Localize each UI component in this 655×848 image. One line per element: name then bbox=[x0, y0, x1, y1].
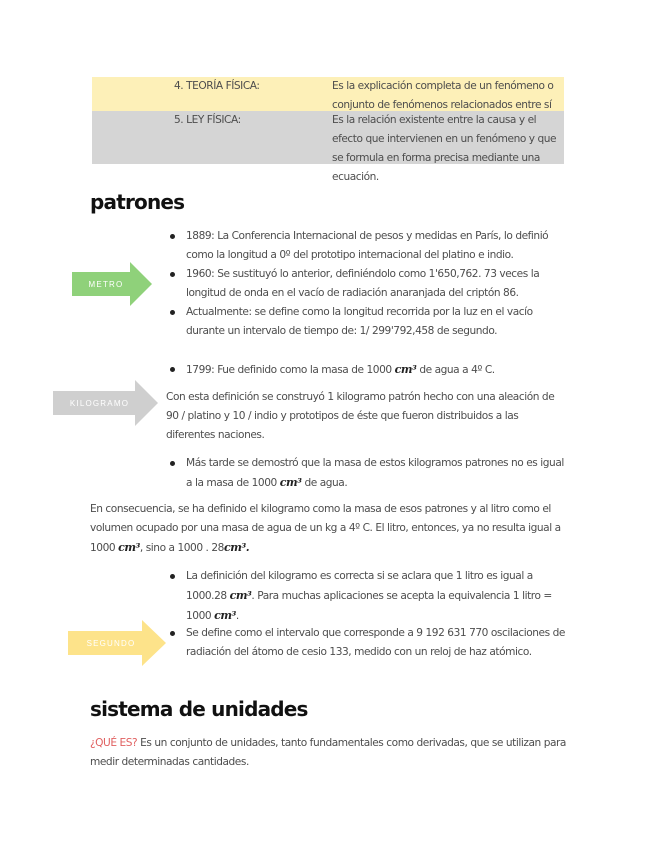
section-heading-patrones: patrones bbox=[90, 190, 185, 214]
list-item: 1889: La Conferencia Internacional de pesos y medidas en París, lo definió como la longitud a 0º del prototipo internacional del platino e indio. bbox=[186, 227, 566, 265]
list-item: Se define como el intervalo que corresponde a 9 192 631 770 oscilaciones de radiación del átomo de cesio 133, medido con un reloj de haz atómico. bbox=[186, 624, 566, 662]
kilogramo-label: KILOGRAMO bbox=[69, 398, 130, 408]
kilogramo-arrow-label bbox=[53, 380, 158, 426]
table-row bbox=[92, 77, 564, 111]
definition-teoria-fisica: Es la explicación completa de un fenómeno o conjunto de fenómenos relacionados entre sí bbox=[332, 80, 554, 111]
bullet-icon bbox=[170, 461, 175, 466]
consecuencia-paragraph: En consecuencia, se ha definido el kilogramo como la masa de esos patrones y al litro como el volumen ocupado por una masa de agua de un kg a 4º C. El litro, entonces, ya no resulta igual a 1000 cm³, sino a 1000 . 28cm³. bbox=[90, 503, 561, 554]
list-item: Actualmente: se define como la longitud recorrida por la luz en el vacío durante un intervalo de tiempo de: 1/ 299'792,458 de segundo. bbox=[186, 303, 566, 341]
segundo-arrow-label bbox=[68, 620, 166, 666]
question-label: ¿QUÉ ES? bbox=[90, 737, 138, 749]
section-heading-sistema-de-unidades: sistema de unidades bbox=[90, 697, 308, 721]
list-item: 1799: Fue definido como la masa de 1000 cm³ de agua a 4º C. bbox=[186, 360, 566, 380]
kilogramo-paragraph: Con esta definición se construyó 1 kilogramo patrón hecho con una aleación de 90 / platino y 10 / indio y prototipos de éste que fueron distribuidos a las diferentes naciones. bbox=[166, 391, 555, 441]
list-item: La definición del kilogramo es correcta si se aclara que 1 litro es igual a 1000.28 cm³. Para muchas aplicaciones se acepta la equivalencia 1 litro = 1000 cm³. bbox=[186, 567, 566, 626]
sistema-definition: ¿QUÉ ES? Es un conjunto de unidades, tanto fundamentales como derivadas, que se utilizan para medir determinadas cantidades. bbox=[90, 737, 566, 768]
bullet-icon bbox=[170, 367, 175, 372]
bullet-icon bbox=[170, 234, 175, 239]
bullet-icon bbox=[170, 272, 175, 277]
bullet-icon bbox=[170, 574, 175, 579]
term-teoria-fisica: 4. TEORÍA FÍSICA: bbox=[174, 80, 260, 92]
segundo-label: SEGUNDO bbox=[86, 638, 136, 648]
list-item: Más tarde se demostró que la masa de estos kilogramos patrones no es igual a la masa de 1000 cm³ de agua. bbox=[186, 454, 566, 493]
table-row bbox=[92, 111, 564, 183]
bullet-icon bbox=[170, 631, 175, 636]
list-item: 1960: Se sustituyó lo anterior, definiéndolo como 1'650,762. 73 veces la longitud de onda en el vacío de radiación anaranjada del criptón 86. bbox=[186, 265, 566, 303]
metro-label: METRO bbox=[88, 279, 124, 289]
term-ley-fisica: 5. LEY FÍSICA: bbox=[174, 114, 241, 126]
bullet-icon bbox=[170, 310, 175, 315]
definition-ley-fisica: Es la relación existente entre la causa y el efecto que intervienen en un fenómeno y que se formula en forma precisa mediante una ecuación. bbox=[332, 114, 557, 183]
metro-arrow-label bbox=[72, 262, 152, 306]
